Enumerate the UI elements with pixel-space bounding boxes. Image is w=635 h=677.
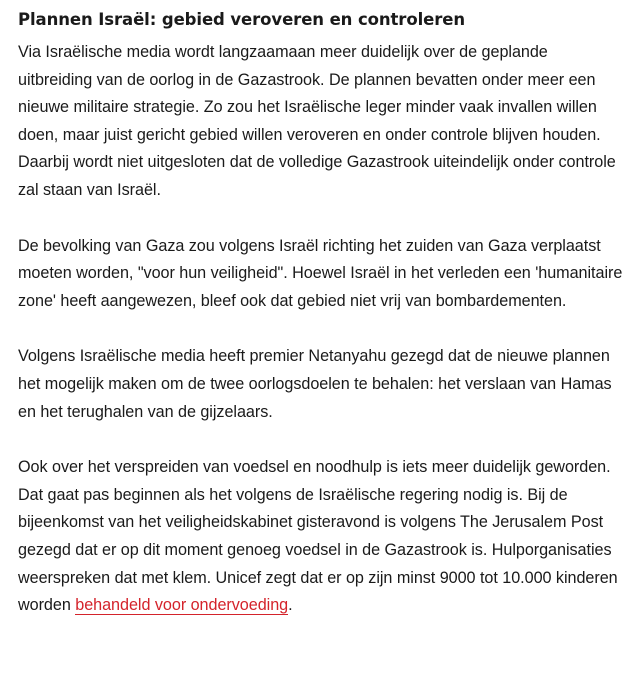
article-headline: Plannen Israël: gebied veroveren en controleren xyxy=(18,10,466,29)
paragraph-food-aid-end: . xyxy=(288,596,293,615)
paragraph-netanyahu: Volgens Israëlische media heeft premier Netanyahu gezegd dat de nieuwe plannen het mogelijk maken om de twee oorlogsdoelen te behalen: het verslaan van Hamas en het terughalen van de gijzelaars. xyxy=(18,347,612,421)
malnutrition-link[interactable]: behandeld voor ondervoeding xyxy=(75,596,289,615)
paragraph-population: De bevolking van Gaza zou volgens Israël richting het zuiden van Gaza verplaatst moeten worden, "voor hun veiligheid". Hoewel Israël in het verleden een 'humanitaire zone' heeft aangewezen, bleef ook dat gebied niet vrij van bombardementen. xyxy=(18,236,623,310)
article xyxy=(18,8,623,620)
paragraph-food-aid xyxy=(18,454,623,620)
paragraph-plans: Via Israëlische media wordt langzaamaan meer duidelijk over de geplande uitbreiding van de oorlog in de Gazastrook. De plannen bevatten onder meer een nieuwe militaire strategie. Zo zou het Israëlische leger minder vaak invallen willen doen, maar juist gericht gebied willen veroveren en onder controle blijven houden. Daarbij wordt niet uitgesloten dat de volledige Gazastrook uiteindelijk onder controle zal staan van Israël. xyxy=(18,43,616,199)
paragraph-food-aid-text: Ook over het verspreiden van voedsel en noodhulp is iets meer duidelijk geworden. Dat gaat pas beginnen als het volgens de Israëlische regering nodig is. Bij de bijeenkomst van het veiligheidskabinet gisteravond is volgens The Jerusalem Post gezegd dat er op dit moment genoeg voedsel in de Gazastrook is. Hulporganisaties weerspreken dat met klem. Unicef zegt dat er op zijn minst 9000 tot 10.000 kinderen worden xyxy=(18,458,618,615)
